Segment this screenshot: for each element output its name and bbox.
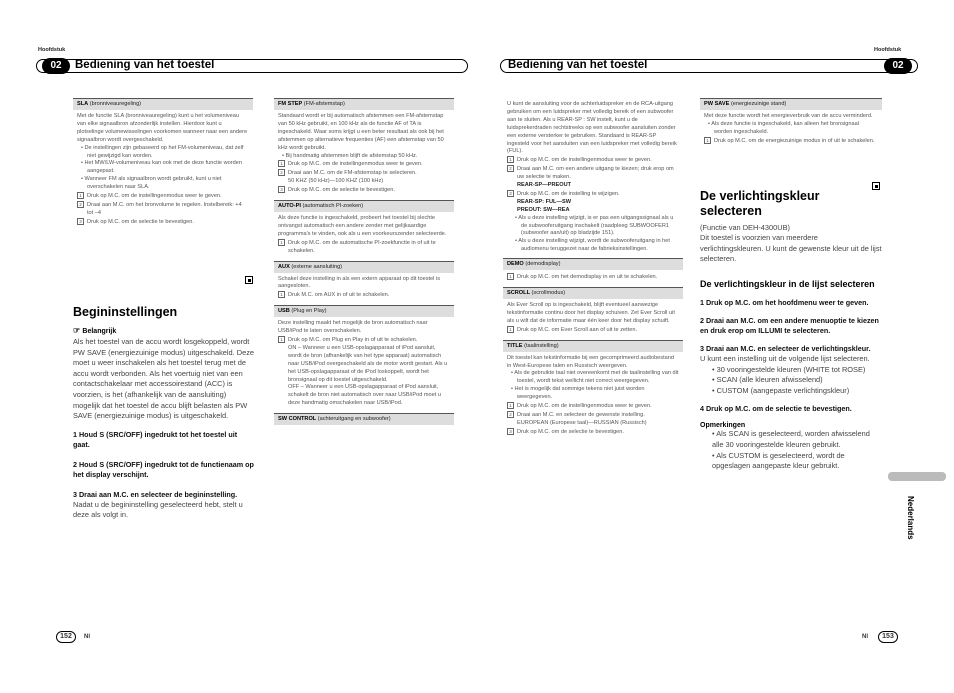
list-item: • Als SCAN is geselecteerd, worden afwisselend alle 30 vooringestelde kleuren gebruikt. bbox=[712, 429, 870, 449]
step-3: 3 Druk op M.C. om de selectie te bevestigen. bbox=[77, 218, 249, 227]
kleur-intro: Dit toestel is voorzien van meerdere verlichtingskleuren. U kunt de gewenste kleur uit de lijst selecteren. bbox=[700, 233, 882, 264]
step-1: 1 Druk op M.C. om het demodisplay in en uit te schakelen. bbox=[507, 273, 679, 282]
step-1: 1 Druk op M.C. om de automatische PI-zoekfunctie in of uit te schakelen. bbox=[278, 239, 450, 256]
important-icon: ☞ bbox=[73, 326, 83, 335]
autopi-intro: Als deze functie is ingeschakeld, probeert het toestel bij slechte ontvangst automatisch een andere zender met gelijkaardige programma's te vinden, ook als u een voorkeurszender selecteerde. bbox=[278, 215, 447, 237]
step-3: 3 Druk op M.C. om de instelling te wijzigen. bbox=[507, 190, 679, 199]
step-1: 1 Druk M.C. om AUX in of uit te schakelen. bbox=[278, 291, 450, 300]
pwsave-intro: Met deze functie wordt het energieverbruik van de accu verminderd. bbox=[704, 113, 873, 119]
page-number: 153 bbox=[878, 631, 898, 643]
list-item: • Als u deze instelling wijzigt, wordt de subwooferuitgang in het audiomenu teruggezet naar de fabrieksinstellingen. bbox=[515, 238, 670, 253]
list-item: • Wanneer FM als signaalbron wordt gebruikt, kunt u niet overschakelen naar SLA. bbox=[81, 176, 222, 191]
step-1: 1 Druk op M.C. om Ever Scroll aan of uit te zetten. bbox=[507, 326, 679, 335]
step-3: 3 Druk op M.C. om de selectie te bevestigen. bbox=[507, 428, 679, 437]
step-3: 3 Druk op M.C. om de selectie te bevestigen. bbox=[278, 186, 450, 195]
kleur-step-3-note: U kunt een instelling uit de volgende lijst selecteren. bbox=[700, 353, 870, 363]
step-1: 1 Druk op M.C. om Plug en Play in of uit te schakelen. bbox=[278, 336, 450, 345]
begin-heading: Begininstellingen bbox=[73, 305, 178, 319]
chapter-label: Hoofdstuk bbox=[38, 47, 66, 53]
step-1: 1 Druk op M.C. om de instellingenmodus weer te geven. bbox=[77, 192, 249, 201]
begin-section bbox=[73, 305, 255, 521]
lang-code: Nl bbox=[862, 634, 868, 640]
usb-box: USB (Plug en Play) Deze instelling maakt het mogelijk de bron automatisch naar USB/iPod te laten overschakelen. 1 Druk op M.C. om Plug en Play in of uit te schakelen. ON – Wanneer u een USB-opslagapparaat of iPod aansluit, wordt de bron (afhankelijk van het type apparaat) automatisch naar USB/iPod overgeschakeld als de motor wordt gestart. Als u het USB-opslagapparaat of de iPod loskoppelt, wordt het bronsignaal op dit toestel uitgeschakeld. OFF – Wanneer u een USB-opslagapparaat of iPod aansluit, schakelt de bron niet automatisch over naar USB/iPod moet u deze handmatig omschakelen naar USB/iPod. bbox=[274, 305, 454, 411]
important-text: Als het toestel van de accu wordt losgekoppeld, wordt PW SAVE (energiezuinige modus) uitgeschakeld. Deze moet u weer inschakelen als het toestel terug met de accu wordt verbonden. Als het voertuig niet van een contactschakelaar met accessoirestand (ACC) is voorzien, is het (afhankelijk van de aansluiting) mogelijk dat het toestel de accu blijft belasten als PW SAVE (energiezuinige modus) is uitgeschakeld. bbox=[73, 337, 255, 421]
begin-step-1: 1 Houd S (SRC/OFF) ingedrukt tot het toestel uit gaat. bbox=[73, 429, 238, 449]
section-title: Bediening van het toestel bbox=[75, 59, 215, 71]
chapter-badge: 02 bbox=[42, 58, 70, 74]
list-item: • Als de gebruikte taal niet overeenkomt met de taalinstelling van dit toestel, wordt tekst wellicht niet correct weergegeven. bbox=[511, 370, 679, 385]
usb-off: OFF – Wanneer u een USB-opslagapparaat of iPod aansluit, schakelt de bron niet automatisch over naar USB/iPod moet u deze handmatig omschakelen naar USB/iPod. bbox=[288, 384, 441, 407]
end-mark bbox=[245, 276, 253, 284]
kleur-step-4: 4 Druk op M.C. om de selectie te bevestigen. bbox=[700, 404, 852, 414]
step-1: 1 Druk op M.C. om de instellingenmodus weer te geven. bbox=[507, 402, 679, 411]
swcontrol-intro: U kunt de aansluiting voor de achterluidspreker en de RCA-uitgang gebruiken om een luidspreker met volledig bereik of een subwoofer aan te sluiten. Als u REAR-SP : SW instelt, kunt u de luidsprekerdraden rechtstreeks op een subwoofer aansluiten zonder een externe versterker te gebruiken. Standaard is REAR-SP ingesteld voor het aansluiten van een luidspreker met volledig bereik (FUL). bbox=[507, 101, 677, 155]
fmstep-options: 50 KHZ (50 kHz)—100 KHZ (100 kHz) bbox=[288, 178, 384, 185]
language-tab bbox=[888, 472, 946, 481]
step-1: 1 Druk op M.C. om de energiezuinige modus in of uit te schakelen. bbox=[704, 137, 878, 146]
title-intro: Dit toestel kan tekstinformatie bij een gecomprimeerd audiobestand in West-Europese talen en Russisch weergeven. bbox=[507, 354, 674, 369]
fmstep-intro: Standaard wordt er bij automatisch afstemmen een FM-afstemstap van 50 kHz gebruikt, en 100 kHz als de functie AF of TA is ingeschakeld. Waar soms krijgt u een beter resultaat als ook bij het afstemmen op alternatieve frequenties (AF) een afstemstap van 50 kHz wordt gebruikt. bbox=[278, 113, 444, 151]
notes-label: Opmerkingen bbox=[700, 422, 746, 430]
kleur-section bbox=[700, 189, 882, 472]
autopi-box: AUTO-PI (automatisch PI-zoeken) Als deze functie is ingeschakeld, probeert het toestel bij slechte ontvangst automatisch een andere zender met gelijkaardige programma's te vinden, ook als u een voorkeurszender selecteerde. 1 Druk op M.C. om de automatische PI-zoekfunctie in of uit te schakelen. bbox=[274, 200, 454, 259]
step-2: 2 Draai aan M.C. en selecteer de gewenste instelling. bbox=[507, 411, 679, 420]
page-number: 152 bbox=[56, 631, 76, 643]
list-item: • De instellingen zijn gebaseerd op het FM-volumeniveau, dat zelf niet gewijzigd kan worden. bbox=[81, 144, 244, 159]
usb-on: ON – Wanneer u een USB-opslagapparaat of iPod aansluit, wordt de bron (afhankelijk van het type apparaat) automatisch naar USB/iPod overgeschakeld als de motor wordt gestart. Als u het USB-opslagapparaat of de iPod loskoppelt, wordt het bronsignaal op dit toestel uitgeschakeld. bbox=[288, 344, 448, 383]
list-item: • Bij handmatig afstemmen blijft de afstemstap 50 kHz. bbox=[282, 152, 418, 159]
sla-head: SLA (bronniveauregeling) bbox=[73, 99, 253, 110]
lang-code: Nl bbox=[84, 634, 90, 640]
option-line: REAR-SP: FUL—SW bbox=[517, 198, 572, 205]
chapter-badge: 02 bbox=[884, 58, 912, 74]
title-options: EUROPEAN (Europese taal)—RUSSIAN (Russisch) bbox=[517, 419, 647, 426]
step-1: 1 Druk op M.C. om de instellingenmodus weer te geven. bbox=[507, 156, 679, 165]
kleur-heading: De verlichtingskleur selecteren bbox=[700, 188, 820, 218]
left-col2 bbox=[274, 98, 454, 425]
scroll-intro: Als Ever Scroll op is ingeschakeld, blijft eventueel aanwezige tekstinformatie continu door het display schuiven. Zet Ever Scroll uit als u wilt dat de informatie maar één keer door het display schuift. bbox=[507, 302, 675, 324]
chapter-label: Hoofdstuk bbox=[874, 47, 902, 53]
option-line: PREOUT: SW—REA bbox=[517, 206, 570, 213]
important-label: ☞ Belangrijk bbox=[73, 326, 117, 335]
step-1: 1 Druk op M.C. om de instellingenmodus weer te geven. bbox=[278, 160, 450, 169]
step-2: 2 Draai aan M.C. om de FM-afstemstap te selecteren. bbox=[278, 169, 450, 178]
list-item: • SCAN (alle kleuren afwisselend) bbox=[712, 375, 823, 385]
aux-intro: Schakel deze instelling in als een extern apparaat op dit toestel is aangesloten. bbox=[278, 275, 441, 290]
aux-box: AUX (externe aansluiting) Schakel deze instelling in als een extern apparaat op dit toestel is aangesloten. 1 Druk M.C. om AUX in of uit te schakelen. bbox=[274, 261, 454, 304]
section-title: Bediening van het toestel bbox=[508, 59, 648, 71]
right-col2 bbox=[700, 98, 882, 472]
list-item: • Het is mogelijk dat sommige tekens niet juist worden weergegeven. bbox=[511, 386, 645, 401]
list-item: • CUSTOM (aangepaste verlichtingskleur) bbox=[712, 385, 850, 395]
sla-intro: Met de functie SLA (bronniveauregeling) kunt u het volumeniveau van elke signaalbron afzonderlijk instellen. Hierdoor kunt u plotselinge volumewisselingen voorkomen wanneer naar een andere signaalbron wordt overgeschakeld. bbox=[77, 113, 248, 143]
kleur-step-3: 3 Draai aan M.C. en selecteer de verlichtingskleur. bbox=[700, 343, 871, 353]
list-item: • 30 vooringestelde kleuren (WHITE tot ROSE) bbox=[712, 364, 866, 374]
list-item: • Het MW/LW-volumeniveau kan ook met de deze functie worden aangepast. bbox=[81, 160, 242, 175]
usb-intro: Deze instelling maakt het mogelijk de bron automatisch naar USB/iPod te laten overschakelen. bbox=[278, 320, 428, 335]
sla-box bbox=[73, 98, 253, 230]
kleur-subheading: De verlichtingskleur in de lijst selecteren bbox=[700, 278, 875, 289]
begin-step-3: 3 Draai aan M.C. en selecteer de begininstelling. bbox=[73, 489, 238, 499]
kleur-step-1: 1 Druk op M.C. om het hoofdmenu weer te geven. bbox=[700, 297, 869, 307]
begin-step-3-note: Nadat u de begininstelling geselecteerd hebt, stelt u deze als volgt in. bbox=[73, 499, 243, 520]
title-box: TITLE (taalinstelling) Dit toestel kan tekstinformatie bij een gecomprimeerd audiobestand in West-Europese talen en Russisch weergeven. • Als de gebruikte taal niet overeenkomt met de taalinstelling van dit toestel, wordt tekst wellicht niet correct weergegeven. • Het is mogelijk dat sommige tekens niet juist worden weergegeven. 1 Druk op M.C. om de instellingenmodus weer te geven. 2 Draai aan M.C. en selecteer de gewenste instelling. EUROPEAN (Europese taal)—RUSSIAN (Russisch) 3 Druk op M.C. om de selectie te bevestigen. bbox=[503, 340, 683, 440]
demo-box: DEMO (demodisplay) 1 Druk op M.C. om het demodisplay in en uit te schakelen. bbox=[503, 258, 683, 285]
list-item: • Als CUSTOM is geselecteerd, wordt de opgeslagen aangepaste kleur gebruikt. bbox=[712, 450, 845, 471]
pwsave-box: PW SAVE (energiezuinige stand) Met deze functie wordt het energieverbruik van de accu verminderd. • Als deze functie is ingeschakeld, kan alleen het bronsignaal worden ingeschakeld. 1 Druk op M.C. om de energiezuinige modus in of uit te schakelen. bbox=[700, 98, 882, 149]
language-tab-label: Nederlands bbox=[906, 496, 915, 540]
option-line: REAR-SP—PREOUT bbox=[517, 182, 572, 189]
scroll-box: SCROLL (scrollmodus) Als Ever Scroll op is ingeschakeld, blijft eventueel aanwezige tekstinformatie continu door het display schuiven. Zet Ever Scroll uit als u wilt dat de informatie maar één keer door het display schuift. 1 Druk op M.C. om Ever Scroll aan of uit te zetten. bbox=[503, 287, 683, 338]
end-mark bbox=[872, 182, 880, 190]
begin-step-2: 2 Houd S (SRC/OFF) ingedrukt tot de functienaam op het display verschijnt. bbox=[73, 459, 254, 479]
list-item: • Als u deze instelling wijzigt, is er pas een uitgangssignaal als u de subwooferuitgang inschakelt (raadpleeg SUBWOOFER1 (subwoofer aan/uit) op bladzijde 151). bbox=[515, 214, 674, 237]
step-2: 2 Draai aan M.C. om het bronvolume te regelen. Instelbereik: +4 tot –4 bbox=[77, 201, 249, 218]
swcontrol-box: SW CONTROL (achteruitgang en subwoofer) bbox=[274, 413, 454, 425]
right-col1 bbox=[503, 98, 683, 440]
fmstep-box: FM STEP (FM-afstemstap) Standaard wordt er bij automatisch afstemmen een FM-afstemstap van 50 kHz gebruikt, en 100 kHz als de functie AF of TA is ingeschakeld. Waar soms krijgt u een beter resultaat als ook bij het afstemmen op alternatieve frequenties (AF) een afstemstap van 50 kHz wordt gebruikt. • Bij handmatig afstemmen blijft de afstemstap 50 kHz. 1 Druk op M.C. om de instellingenmodus weer te geven. 2 Draai aan M.C. om de FM-afstemstap te selecteren. 50 KHZ (50 kHz)—100 KHZ (100 kHz) 3 Druk op M.C. om de selectie te bevestigen. bbox=[274, 98, 454, 198]
kleur-step-2: 2 Draai aan M.C. om een andere menuoptie te kiezen en druk erop om ILLUMI te selecteren. bbox=[700, 315, 879, 335]
kleur-model: (Functie van DEH-4300UB) bbox=[700, 222, 790, 232]
step-2: 2 Draai aan M.C. om een andere uitgang te kiezen; druk erop om uw selectie te maken. bbox=[507, 165, 679, 182]
list-item: • Als deze functie is ingeschakeld, kan alleen het bronsignaal worden ingeschakeld. bbox=[708, 120, 859, 135]
